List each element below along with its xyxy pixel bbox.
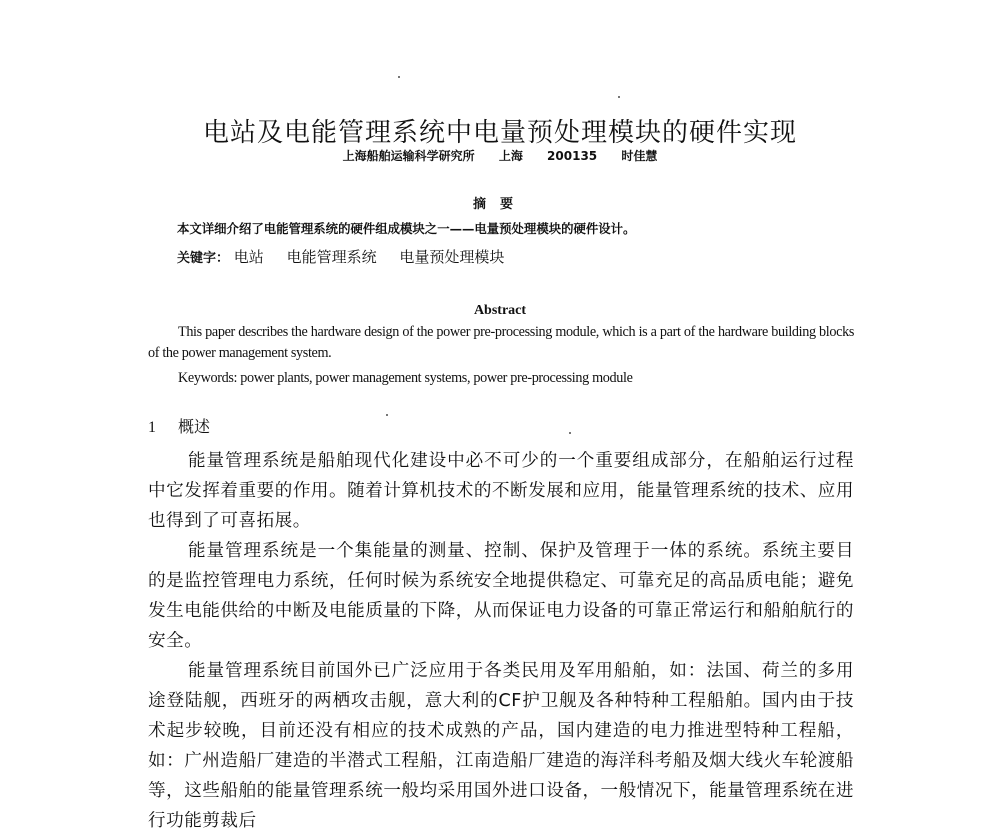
scan-speck [569, 432, 571, 434]
keyword: 电量预处理模块 [399, 248, 505, 266]
section-body [148, 446, 854, 836]
section-heading [148, 416, 210, 439]
keyword: 电能管理系统 [286, 248, 377, 266]
scan-speck [398, 76, 400, 78]
scan-speck [386, 414, 388, 416]
paragraph: 能量管理系统目前国外已广泛应用于各类民用及军用船舶，如：法国、荷兰的多用途登陆舰，西班牙的两栖攻击舰，意大利的CF护卫舰及各种特种工程船舶。国内由于技术起步较晚，目前还没有相应的技术成熟的产品，国内建造的电力推进型特种工程船，如：广州造船厂建造的半潜式工程船，江南造船厂建造的海洋科考船及烟大线火车轮渡船等，这些船舶的能量管理系统一般均采用国外进口设备，一般情况下，能量管理系统在进行功能剪裁后 [148, 661, 854, 831]
section-title: 概述 [178, 417, 211, 436]
paragraph: 能量管理系统是一个集能量的测量、控制、保护及管理于一体的系统。系统主要目的是监控管理电力系统，任何时候为系统安全地提供稳定、可靠充足的高品质电能；避免发生电能供给的中断及电能质量的下降，从而保证电力设备的可靠正常运行和船舶航行的安全。 [148, 541, 854, 651]
keywords-label-cn: 关键字： [177, 251, 230, 266]
institute-name: 上海船舶运输科学研究所 [342, 149, 475, 163]
postcode: 200135 [547, 149, 598, 163]
author-affiliation [0, 148, 1000, 164]
abstract-heading-cn: 摘要 [472, 197, 527, 212]
scan-speck [618, 96, 620, 98]
paper-title: 电站及电能管理系统中电量预处理模块的硬件实现 [202, 118, 797, 149]
paragraph: 能量管理系统是船舶现代化建设中必不可少的一个重要组成部分，在船舶运行过程中它发挥着重要的作用。随着计算机技术的不断发展和应用，能量管理系统的技术、应用也得到了可喜拓展。 [148, 451, 854, 531]
keywords-en: Keywords: power plants, power management systems, power pre-processing module [178, 370, 633, 386]
abstract-heading-en: Abstract [473, 303, 527, 318]
author-name: 时佳慧 [621, 149, 658, 163]
keyword: 电站 [233, 248, 264, 266]
city: 上海 [498, 149, 523, 163]
abstract-text-en: This paper describes the hardware design of the power pre-processing module, which is a part of the hardware building blocks of the power management system. [148, 324, 854, 361]
section-number: 1 [148, 419, 156, 436]
keywords-cn [177, 246, 522, 270]
abstract-text-cn: 本文详细介绍了电能管理系统的硬件组成模块之一——电量预处理模块的硬件设计。 [177, 221, 636, 236]
